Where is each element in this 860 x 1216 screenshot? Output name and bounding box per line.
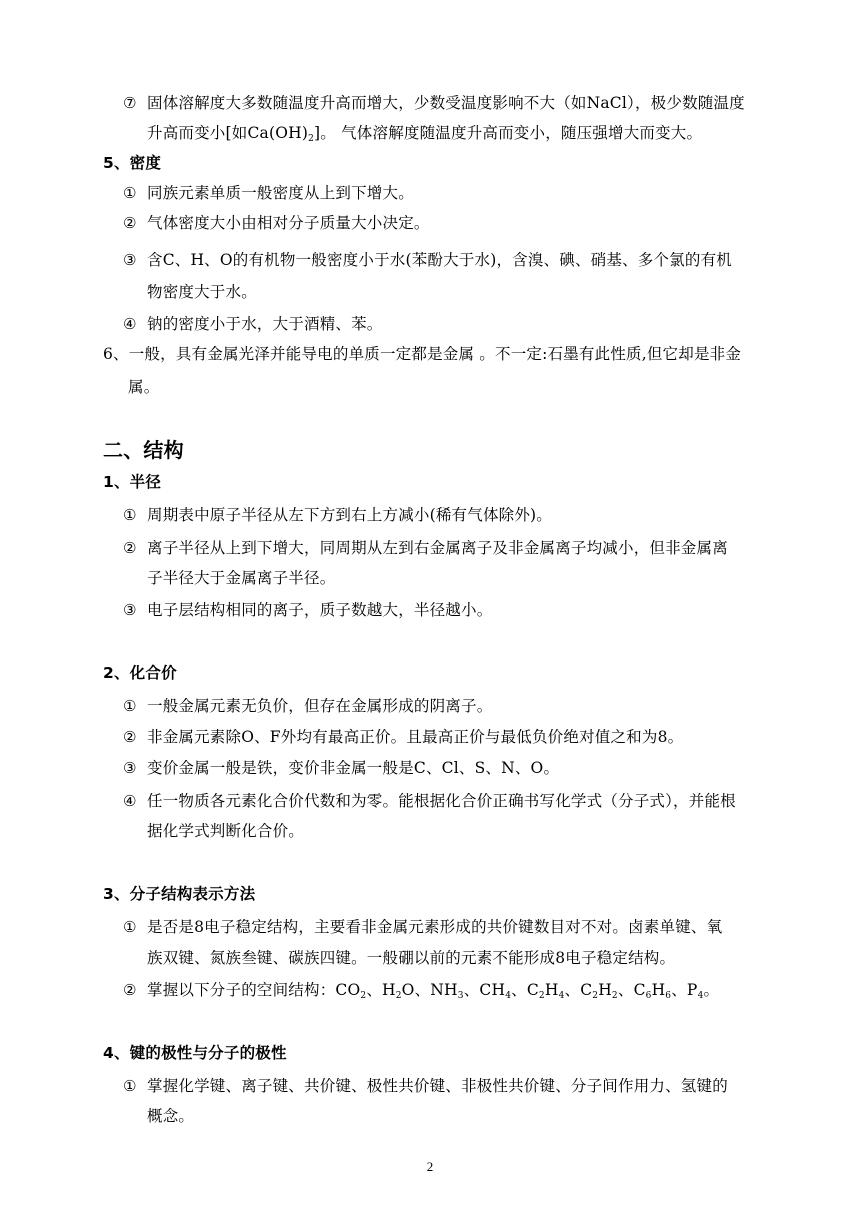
item-text: 掌握化学键、离子键、共价键、极性共价键、非极性共价键、分子间作用力、氢键的 bbox=[147, 1077, 728, 1095]
list-item bbox=[123, 505, 552, 525]
subscript: 2 bbox=[308, 134, 315, 144]
section-heading: 3、分子结构表示方法 bbox=[103, 885, 256, 903]
list-item bbox=[123, 600, 492, 620]
item-text: 电子层结构相同的离子，质子数越大，半径越小。 bbox=[147, 601, 493, 619]
list-item bbox=[123, 314, 383, 334]
list-item-continuation bbox=[147, 123, 702, 143]
item-text: 同族元素单质一般密度从上到下增大。 bbox=[147, 184, 414, 202]
chemical-formula bbox=[430, 981, 463, 999]
paragraph-continuation: 属。 bbox=[128, 378, 160, 396]
item-marker: ② bbox=[123, 981, 137, 999]
chemical-formula bbox=[479, 981, 511, 999]
item-text: 周期表中原子半径从左下方到右上方减小(稀有气体除外)。 bbox=[147, 506, 552, 524]
chemical-formula bbox=[335, 981, 366, 999]
list-item-continuation: 概念。 bbox=[147, 1107, 195, 1125]
item-marker: ③ bbox=[123, 601, 137, 619]
item-text: 是否是8电子稳定结构，主要看非金属元素形成的共价键数目对不对。卤素单键、氧 bbox=[147, 918, 723, 936]
list-item bbox=[123, 183, 414, 203]
subscript: 4 bbox=[505, 991, 512, 1001]
item-marker: ② bbox=[123, 214, 137, 232]
punctuation: 、 bbox=[617, 981, 634, 999]
section-heading: 4、键的极性与分子的极性 bbox=[103, 1044, 287, 1062]
item-marker: ① bbox=[123, 184, 137, 202]
list-item-continuation: 物密度大于水。 bbox=[147, 283, 257, 301]
punctuation: 、 bbox=[414, 981, 431, 999]
list-item bbox=[123, 758, 559, 778]
formula-symbol: NH bbox=[430, 981, 458, 999]
subscript: 4 bbox=[697, 991, 704, 1001]
list-item bbox=[123, 538, 728, 558]
item-marker: ① bbox=[123, 697, 137, 715]
item-text: ]。 气体溶解度随温度升高而变小，随压强增大而变大。 bbox=[314, 124, 703, 142]
subscript: 2 bbox=[360, 991, 367, 1001]
list-item bbox=[123, 250, 732, 270]
section-heading: 2、化合价 bbox=[103, 664, 177, 682]
list-item bbox=[123, 917, 722, 937]
formula-list bbox=[335, 981, 719, 999]
list-item bbox=[123, 727, 683, 747]
list-item-continuation: 据化学式判断化合价。 bbox=[147, 822, 305, 840]
formula-symbol: CH bbox=[479, 981, 506, 999]
punctuation: 、 bbox=[366, 981, 383, 999]
item-marker: ① bbox=[123, 506, 137, 524]
item-marker: ⑦ bbox=[123, 94, 137, 112]
list-item-continuation: 族双键、氮族叁键、碳族四键。一般硼以前的元素不能形成8电子稳定结构。 bbox=[147, 949, 676, 967]
subscript: 3 bbox=[457, 991, 464, 1001]
formula-symbol: P bbox=[686, 981, 698, 999]
item-text: 钠的密度小于水，大于酒精、苯。 bbox=[147, 315, 383, 333]
item-marker: ① bbox=[123, 918, 137, 936]
chapter-heading: 二、结构 bbox=[103, 438, 184, 462]
subscript: 2 bbox=[611, 991, 618, 1001]
item-text: 一般金属元素无负价，但存在金属形成的阴离子。 bbox=[147, 697, 493, 715]
punctuation: 、 bbox=[564, 981, 581, 999]
item-text: 气体密度大小由相对分子质量大小决定。 bbox=[147, 214, 430, 232]
item-text: 离子半径从上到下增大，同周期从左到右金属离子及非金属离子均减小，但非金属离 bbox=[147, 539, 728, 557]
item-text: 掌握以下分子的空间结构： bbox=[147, 981, 336, 999]
list-item bbox=[123, 93, 745, 113]
section-heading: 1、半径 bbox=[103, 473, 162, 491]
punctuation: 。 bbox=[703, 981, 720, 999]
item-text: 升高而变小[如Ca(OH) bbox=[147, 124, 309, 142]
chemical-formula bbox=[634, 981, 672, 999]
list-item bbox=[123, 980, 719, 1000]
subscript: 4 bbox=[558, 991, 565, 1001]
item-marker: ③ bbox=[123, 251, 137, 269]
subscript: 2 bbox=[538, 991, 545, 1001]
item-marker: ④ bbox=[123, 792, 137, 810]
item-text: 非金属元素除O、F外均有最高正价。且最高正价与最低负价绝对值之和为8。 bbox=[147, 728, 684, 746]
subscript: 6 bbox=[645, 991, 652, 1001]
paragraph: 6、一般，具有金属光泽并能导电的单质一定都是金属 。不一定:石墨有此性质,但它却是非金 bbox=[103, 345, 742, 363]
item-text: 含C、H、O的有机物一般密度小于水(苯酚大于水)，含溴、碘、硝基、多个氯的有机 bbox=[147, 251, 732, 269]
subscript: 2 bbox=[395, 991, 402, 1001]
item-text: 固体溶解度大多数随温度升高而增大，少数受温度影响不大（如NaCl），极少数随温度 bbox=[147, 94, 745, 112]
subscript: 2 bbox=[592, 991, 599, 1001]
formula-symbol: CO bbox=[335, 981, 361, 999]
formula-symbol: H bbox=[382, 981, 396, 999]
subscript: 6 bbox=[665, 991, 672, 1001]
item-marker: ③ bbox=[123, 759, 137, 777]
item-marker: ② bbox=[123, 728, 137, 746]
page-number: 2 bbox=[426, 1159, 434, 1174]
item-marker: ① bbox=[123, 1077, 137, 1095]
list-item bbox=[123, 696, 492, 716]
formula-symbol: C bbox=[526, 981, 539, 999]
chemical-formula bbox=[580, 981, 618, 999]
punctuation: 、 bbox=[511, 981, 527, 999]
item-text: 变价金属一般是铁，变价非金属一般是C、Cl、S、N、O。 bbox=[147, 759, 560, 777]
punctuation: 、 bbox=[671, 981, 687, 999]
list-item bbox=[123, 213, 430, 233]
list-item-continuation: 子半径大于金属离子半径。 bbox=[147, 569, 336, 587]
formula-symbol: O bbox=[401, 981, 415, 999]
chemical-formula bbox=[687, 981, 704, 999]
section-heading: 5、密度 bbox=[103, 154, 162, 172]
punctuation: 、 bbox=[463, 981, 480, 999]
chemical-formula bbox=[382, 981, 415, 999]
formula-symbol: H bbox=[544, 981, 559, 999]
formula-symbol: C bbox=[580, 981, 593, 999]
item-marker: ④ bbox=[123, 315, 137, 333]
item-marker: ② bbox=[123, 539, 137, 557]
list-item bbox=[123, 1076, 728, 1096]
item-text: 任一物质各元素化合价代数和为零。能根据化合价正确书写化学式（分子式），并能根 bbox=[147, 792, 736, 810]
formula-symbol: H bbox=[651, 981, 666, 999]
formula-symbol: C bbox=[633, 981, 646, 999]
formula-symbol: H bbox=[598, 981, 612, 999]
chemical-formula bbox=[527, 981, 565, 999]
list-item bbox=[123, 791, 736, 811]
